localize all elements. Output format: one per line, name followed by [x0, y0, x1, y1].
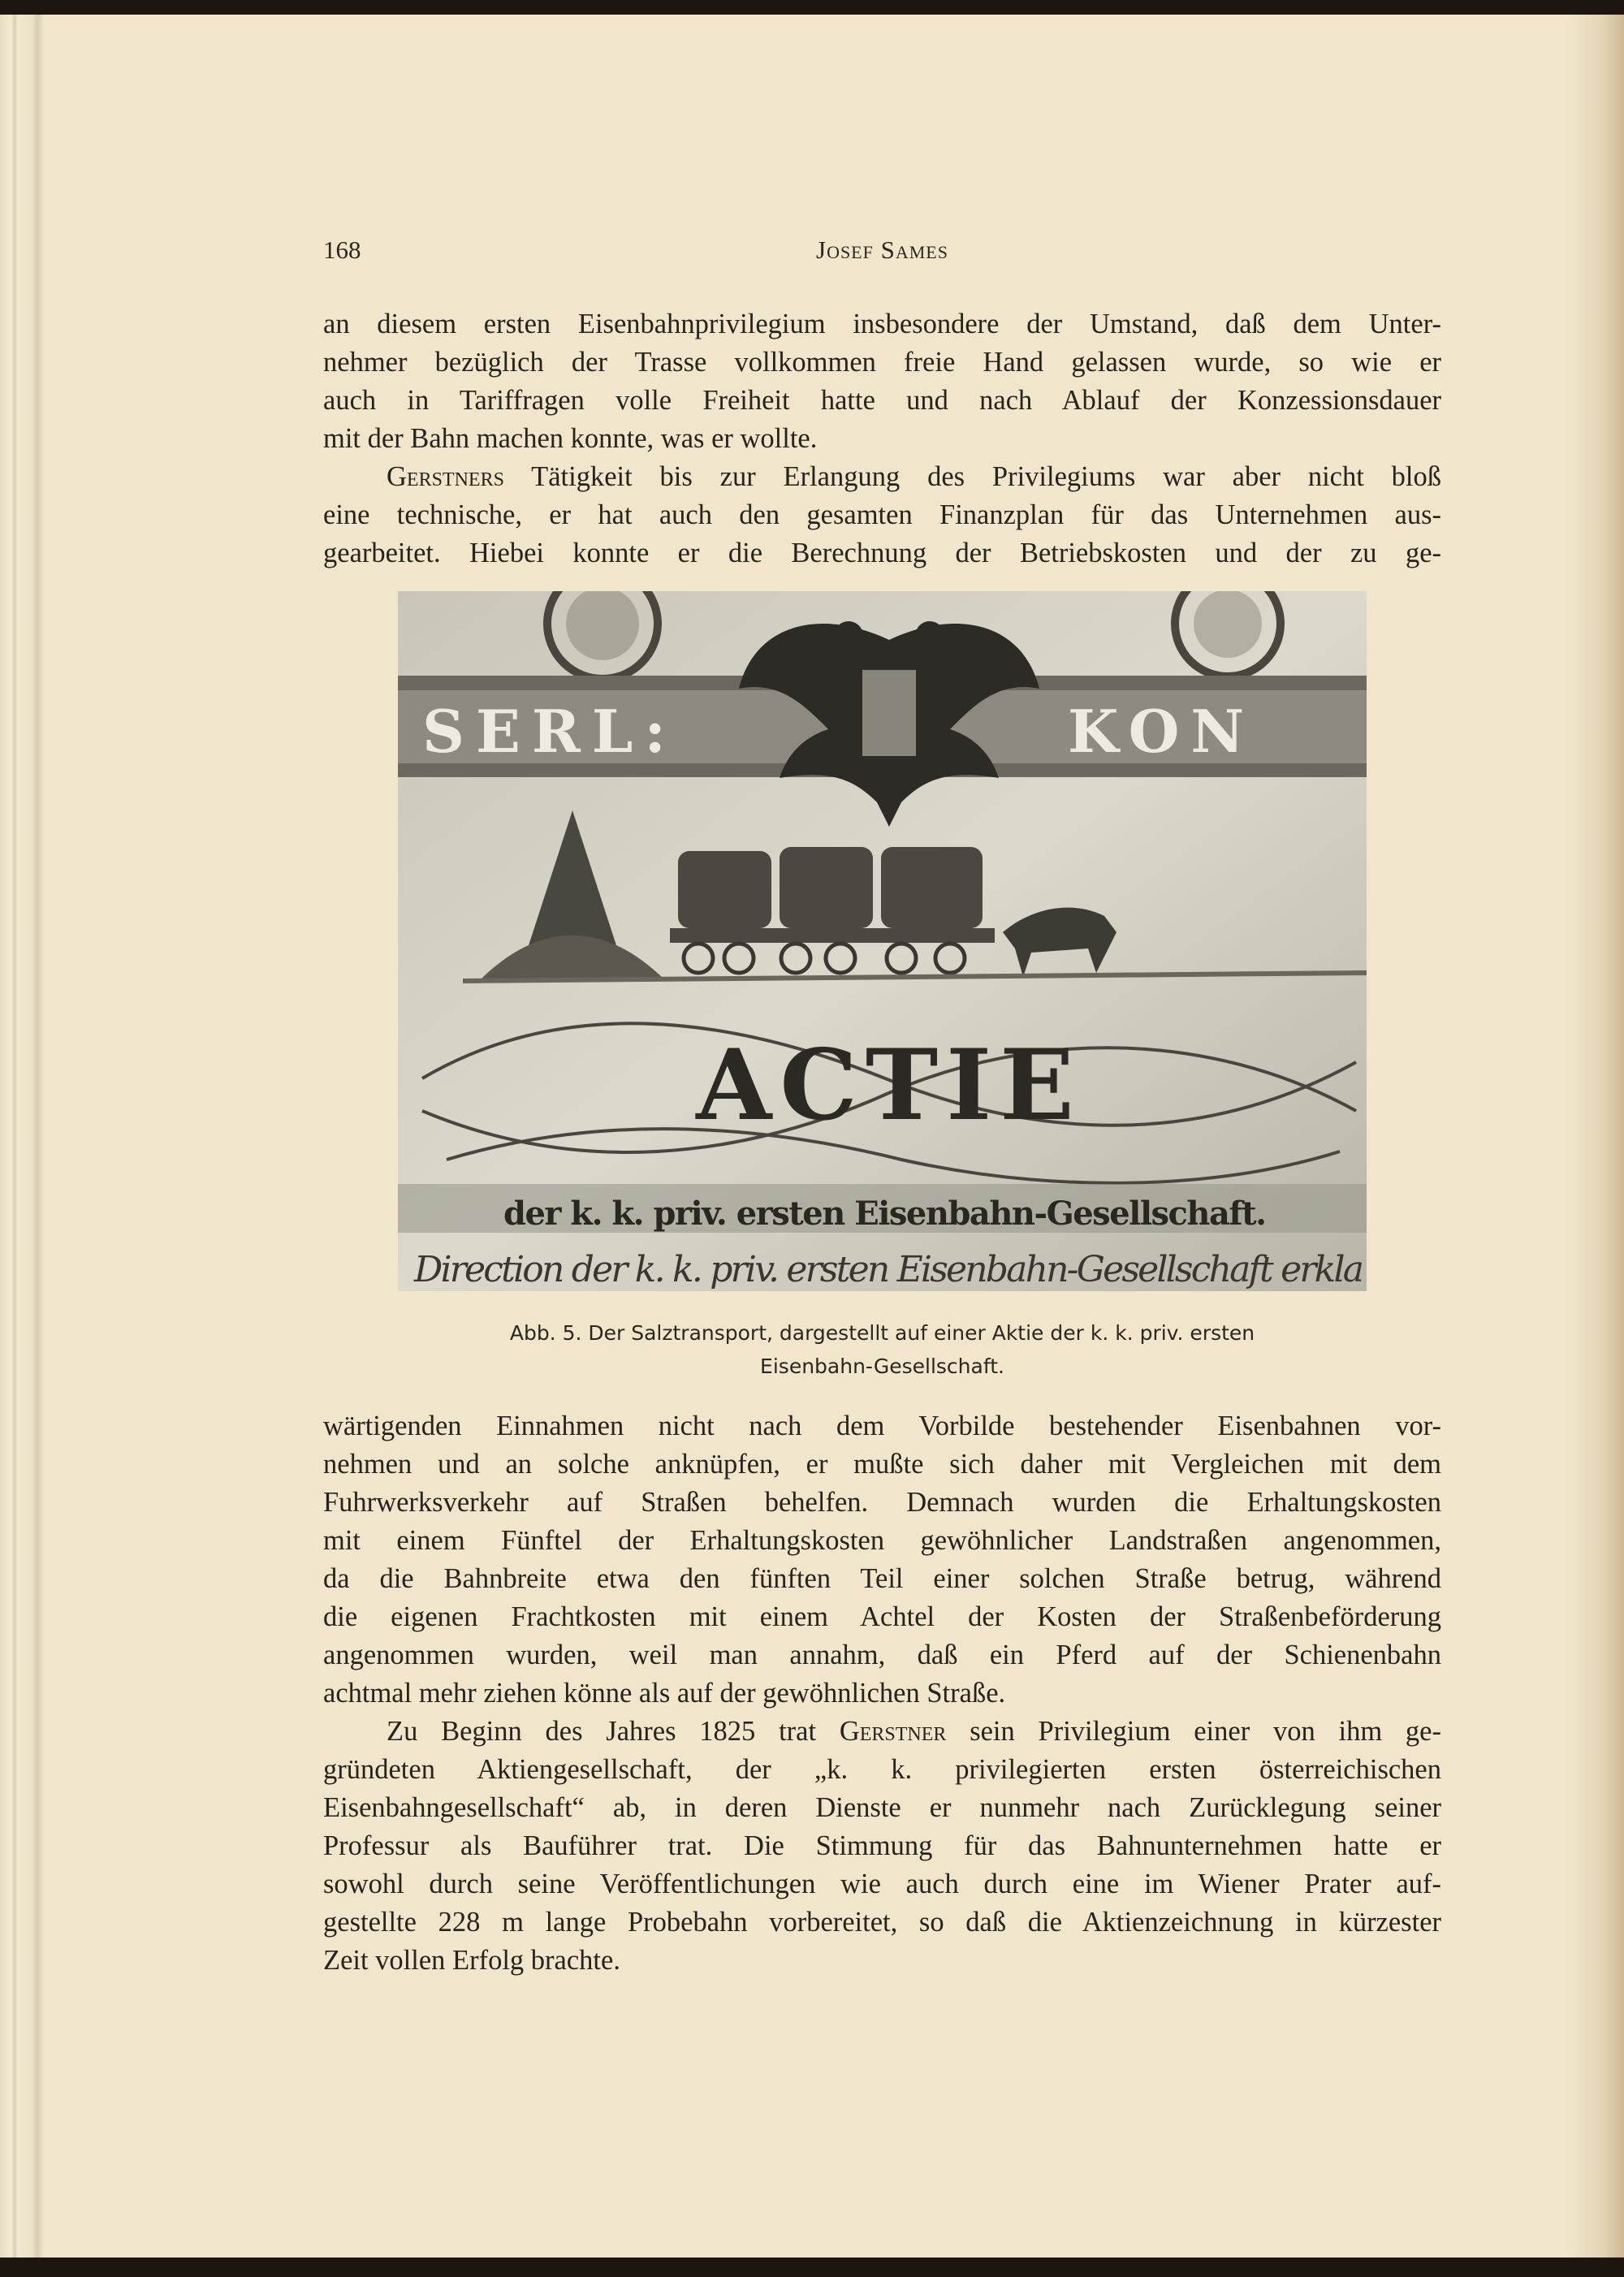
text-line [323, 458, 1441, 496]
text-line: eine technische, er hat auch den gesamten Finanzplan für das Unternehmen aus- [323, 499, 1441, 530]
text-line [323, 1713, 1441, 1751]
text-line: gründeten Aktiengesellschaft, der „k. k. privilegierten ersten österreichischen [323, 1754, 1441, 1785]
text-span: Tätigkeit bis zur Erlangung des Privilegiums war aber nicht bloß [503, 461, 1441, 492]
text-line: auch in Tariffragen volle Freiheit hatte und nach Ablauf der Konzessionsdauer [323, 385, 1441, 416]
caption-line: Eisenbahn-Gesellschaft. [760, 1355, 1004, 1378]
author-name-smallcaps: Gerstner [839, 1716, 947, 1747]
figure-stock-certificate-image [398, 591, 1367, 1291]
text-line: Professur als Bauführer trat. Die Stimmung für das Bahnunternehmen hatte er [323, 1830, 1441, 1861]
caption-line: Abb. 5. Der Salztransport, dargestellt auf einer Aktie der k. k. priv. ersten [509, 1321, 1255, 1345]
figure-caption [323, 1316, 1441, 1383]
banner-left-text: SERL: [422, 697, 677, 766]
text-line: nehmer bezüglich der Trasse vollkommen freie Hand gelassen wurde, so wie er [323, 347, 1441, 378]
text-line: wärtigenden Einnahmen nicht nach dem Vorbilde bestehender Eisenbahnen vor- [323, 1411, 1441, 1441]
text-line: an diesem ersten Eisenbahnprivilegium insbesondere der Umstand, daß dem Unter- [323, 309, 1441, 339]
text-line: gestellte 228 m lange Probebahn vorbereitet, so daß die Aktienzeichnung in kürzester [323, 1907, 1441, 1938]
page-number: 168 [323, 235, 361, 264]
text-line: nehmen und an solche anknüpfen, er mußte sich daher mit Vergleichen mit dem [323, 1449, 1441, 1480]
text-line: gearbeitet. Hiebei konnte er die Berechnung der Betriebskosten und der zu ge- [323, 538, 1441, 568]
text-line: Zeit vollen Erfolg brachte. [323, 1945, 620, 1976]
text-line: achtmal mehr ziehen könne als auf der gewöhnlichen Straße. [323, 1678, 1006, 1709]
seal-right-inner [1194, 591, 1262, 658]
certificate-title: ACTIE [696, 1028, 1082, 1143]
text-span: sein Privilegium einer von ihm ge- [946, 1716, 1441, 1747]
text-line: angenommen wurden, weil man annahm, daß ein Pferd auf der Schienenbahn [323, 1640, 1441, 1670]
author-name-smallcaps: Gerstners [387, 461, 504, 492]
company-line: der k. k. priv. ersten Eisenbahn-Gesellschaft. [503, 1195, 1267, 1233]
text-line: mit einem Fünftel der Erhaltungskosten gewöhnlicher Landstraßen angenommen, [323, 1525, 1441, 1556]
text-line: mit der Bahn machen konnte, was er wollte. [323, 423, 818, 454]
text-line: die eigenen Frachtkosten mit einem Achtel der Kosten der Straßenbeförderung [323, 1601, 1441, 1632]
banner-right-text: KON [1068, 697, 1256, 766]
paragraph-1 [323, 305, 1441, 572]
script-line: Direction der k. k. priv. ersten Eisenbahn-Gesellschaft erkla [414, 1249, 1364, 1290]
coat-of-arms [861, 668, 918, 758]
text-line: Fuhrwerksverkehr auf Straßen behelfen. Demnach wurden die Erhaltungskosten [323, 1487, 1441, 1518]
paragraph-2-continued [323, 1407, 1441, 1980]
text-span: Zu Beginn des Jahres 1825 trat [387, 1716, 840, 1747]
text-line: da die Bahnbreite etwa den fünften Teil einer solchen Straße betrug, während [323, 1563, 1441, 1594]
running-head: Josef Sames [816, 235, 948, 264]
text-line: sowohl durch seine Veröffentlichungen wie auch durch eine im Wiener Prater auf- [323, 1869, 1441, 1899]
text-line: Eisenbahngesellschaft“ ab, in deren Dienste er nunmehr nach Zurücklegung seiner [323, 1792, 1441, 1823]
